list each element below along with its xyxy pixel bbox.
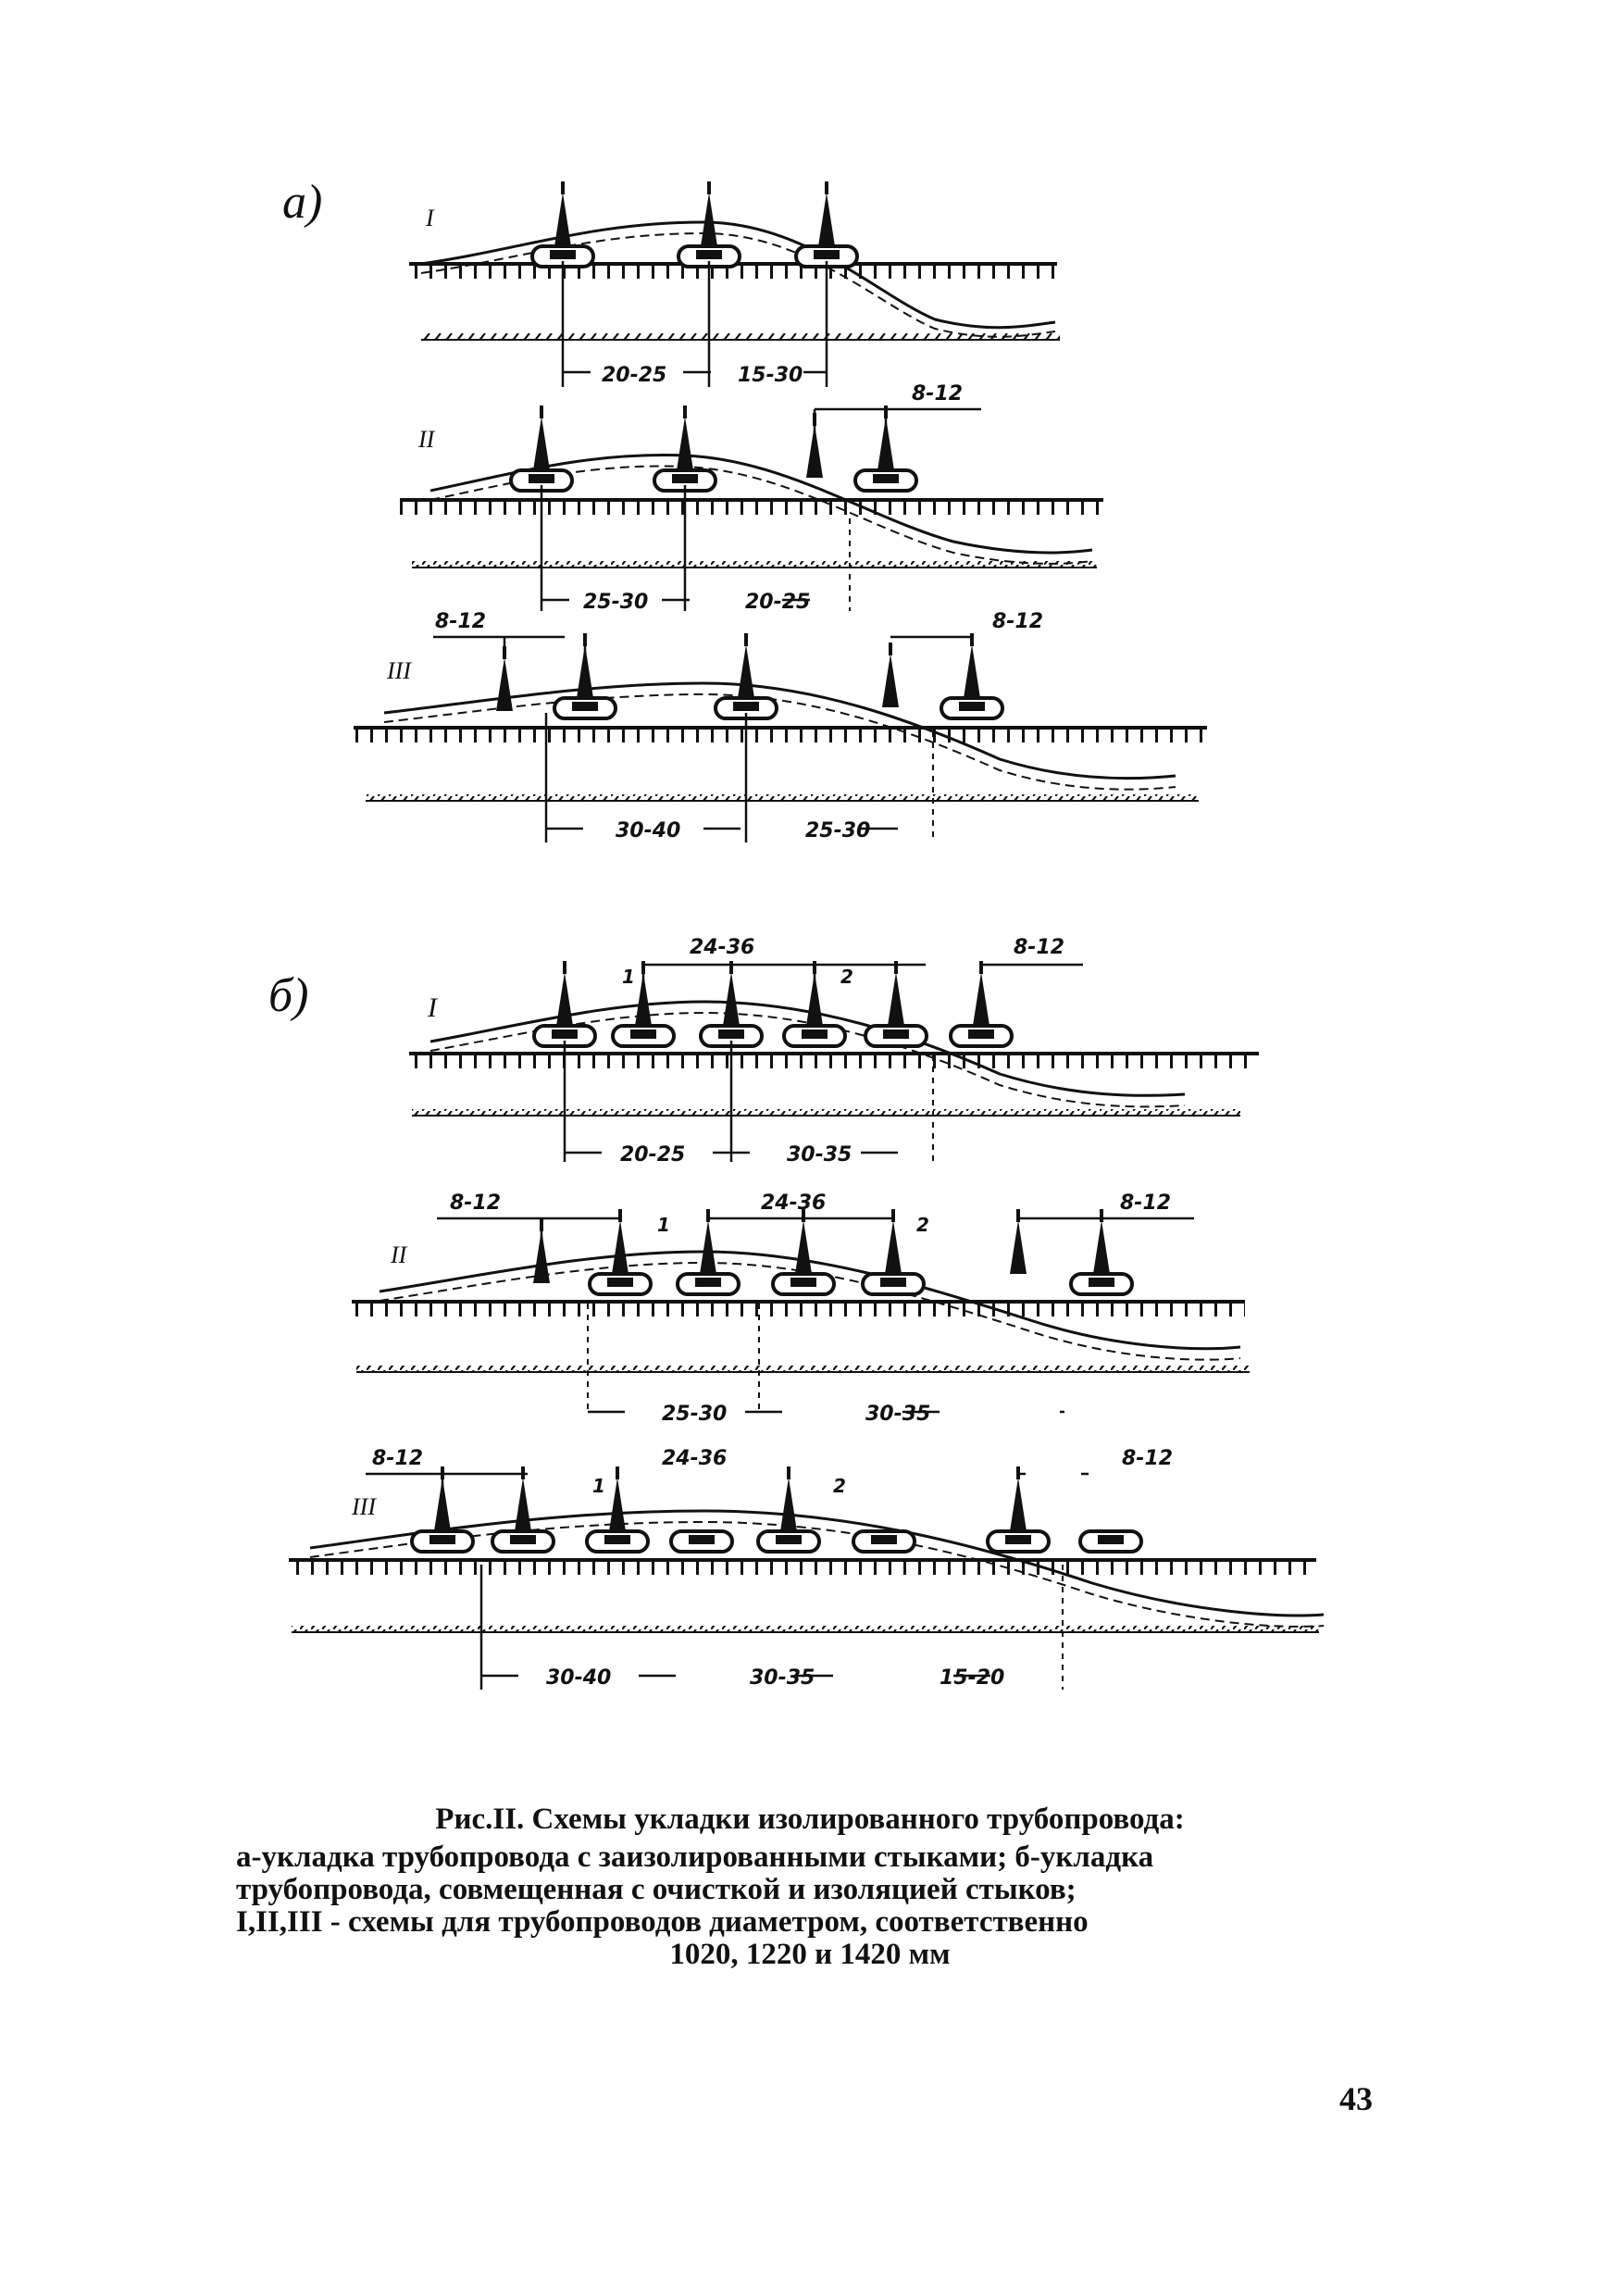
dim-label: 8-12 [912,382,964,406]
dim-label: 20-25 [745,591,811,614]
scheme-numeral: I [426,205,434,231]
marker-1: 1 [657,1214,670,1236]
dim-label: 25-30 [662,1403,728,1426]
caption-line: 1020, 1220 и 1420 мм [669,1938,951,1971]
dim-label: 8-12 [1120,1192,1172,1215]
dim-label: 15-20 [940,1666,1005,1690]
scheme-numeral: I [428,992,437,1023]
marker-2: 2 [840,966,853,988]
dim-label: 8-12 [435,610,487,633]
scheme-b-1 [409,936,1259,1167]
caption-title: Рис.II. Схемы укладки изолированного трубопровода: [435,1803,1185,1836]
scheme-b-3 [289,1447,1324,1690]
scheme-a-2 [400,382,1103,614]
dim-label: 30-35 [787,1143,853,1167]
marker-2: 2 [833,1475,846,1497]
marker-2: 2 [916,1214,929,1236]
dim-label: 8-12 [372,1447,424,1470]
dim-label: 25-30 [805,819,871,842]
page-number: 43 [1339,2080,1373,2117]
caption-line: а-укладка трубопровода с заизолированными стыками; б-укладка [236,1841,1154,1874]
scheme-numeral: II [391,1242,407,1268]
caption-line: I,II,III - схемы для трубопроводов диаметром, соответственно [236,1905,1089,1939]
figure-caption [236,1803,1384,1971]
panel-b-label: б) [268,969,309,1022]
caption-line: трубопровода, совмещенная с очисткой и изоляцией стыков; [236,1873,1077,1906]
dim-label: 8-12 [1122,1447,1174,1470]
dim-label: 24-36 [761,1192,827,1215]
dim-label: 24-36 [662,1447,728,1470]
dim-label: 30-35 [865,1403,931,1426]
dim-label: 30-40 [546,1666,612,1690]
scheme-a-1 [409,181,1060,387]
dim-label: 25-30 [583,591,649,614]
dim-label: 24-36 [690,936,755,959]
scheme-numeral: III [387,657,411,684]
dim-label: 8-12 [992,610,1044,633]
scheme-numeral: II [418,426,435,453]
scheme-numeral: III [352,1493,376,1520]
dim-label: 8-12 [1014,936,1065,959]
dim-label: 20-25 [602,364,667,387]
panel-a-label: а) [282,176,323,229]
dim-label: 30-40 [616,819,681,842]
dim-label: 30-35 [750,1666,815,1690]
scheme-b-2 [352,1192,1250,1426]
dim-label: 8-12 [450,1192,502,1215]
dim-label: 20-25 [620,1143,686,1167]
scheme-a-3 [354,610,1207,842]
dim-label: 15-30 [738,364,803,387]
marker-1: 1 [592,1475,605,1497]
marker-1: 1 [622,966,635,988]
